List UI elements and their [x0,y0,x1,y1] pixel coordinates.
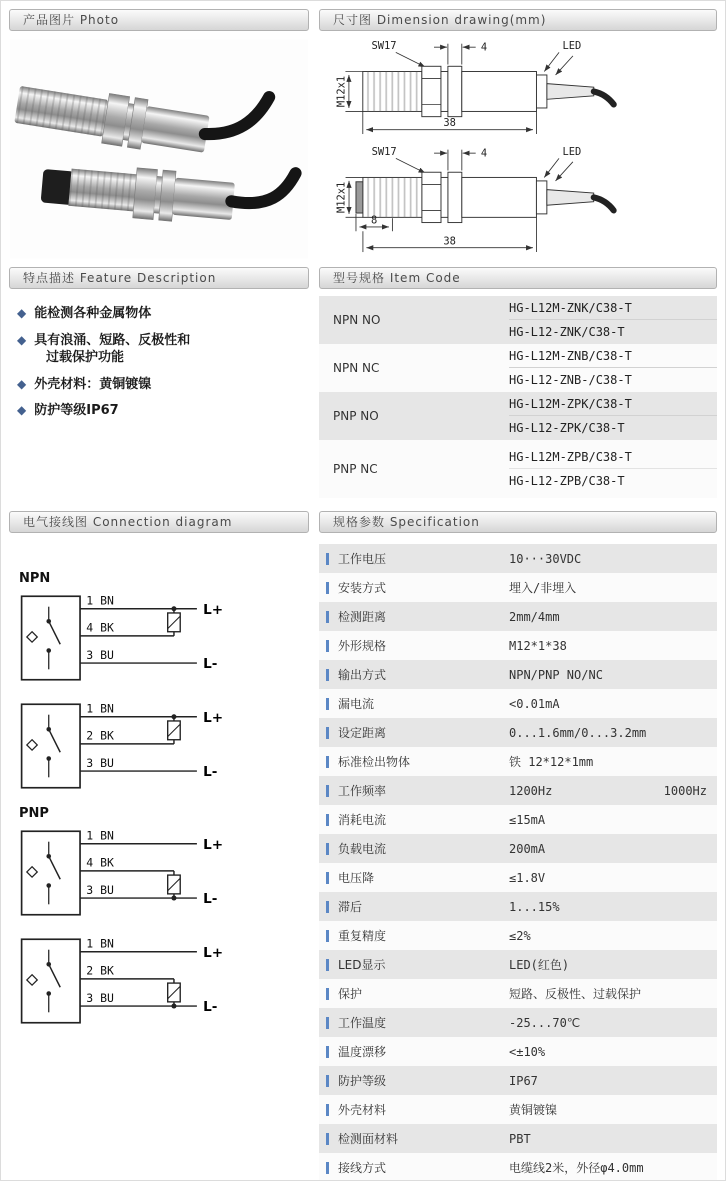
wire-bn-label: 1 BN [86,701,114,716]
label-marker [326,843,329,855]
spec-row [319,1124,717,1153]
wiring-diagram-pnp-no [17,825,237,921]
wiring-diagram-pnp-nc [17,933,237,1029]
spec-label: 负载电流 [338,842,387,856]
wiring-diagram-npn-no [17,590,237,686]
spec-label: LED显示 [338,958,386,972]
label-marker [326,611,329,623]
label-marker [326,1133,329,1145]
terminal-lplus-label: L+ [203,602,224,618]
label-marker [326,1075,329,1087]
spec-label: 标准检出物体 [338,755,411,769]
load-symbol [168,721,181,740]
cable [594,91,614,104]
item-code-section-header [319,267,717,289]
feature-item [17,332,305,367]
item-code-group [319,296,717,344]
dimension-section-header [319,9,717,31]
spec-label: 安装方式 [338,581,387,595]
item-code-section-title: 型号规格 Item Code [333,271,461,285]
spec-label: 滞后 [338,900,363,914]
sw17-label: SW17 [371,39,397,52]
diamond-bullet-icon: ◆ [17,376,27,391]
output-type-label: PNP NC [333,462,378,476]
wire-bk-label: 2 BK [86,963,114,978]
wire-bk-label: 4 BK [86,855,114,870]
spec-label: 防护等级 [338,1074,387,1088]
spec-row [319,747,717,776]
spec-section-header [319,511,717,533]
led-collar [536,181,546,214]
feature-item [17,402,305,420]
product-photo [9,31,309,267]
row-connection-spec [9,511,717,1175]
spec-label: 检测距离 [338,610,387,624]
dimension-section-title: 尺寸图 Dimension drawing(mm) [333,13,547,27]
connection-section [9,511,309,1166]
item-code-table [319,296,717,498]
terminal-lplus-label: L+ [203,837,224,853]
row-features-itemcode [9,267,717,511]
dimension-drawing-flush [335,35,665,141]
spec-value: PBT [509,1131,531,1146]
spec-row [319,921,717,950]
connection-section-header [9,511,309,533]
wire-bk-label: 2 BK [86,728,114,743]
diamond-bullet-icon: ◆ [17,306,27,320]
label-marker [326,1046,329,1058]
label-marker [326,669,329,681]
photo-section [9,9,309,267]
label-marker [326,553,329,565]
connection-section-title: 电气接线图 Connection diagram [23,515,233,529]
spec-label: 漏电流 [338,697,375,711]
spec-row [319,1095,717,1124]
sensor-photo-illustration [10,36,308,262]
spec-value: ≤2% [509,928,531,943]
label-marker [326,785,329,797]
thread-m12x1-label: M12x1 [335,181,348,214]
spec-value: <±10% [509,1044,546,1059]
item-code-group [319,440,717,498]
feature-item [17,305,305,323]
npn-group-label: NPN [19,571,51,586]
terminal-lminus-label: L- [203,656,218,673]
label-marker [326,872,329,884]
photo-background [10,40,308,259]
length-8-label: 8 [371,214,378,227]
label-marker [326,988,329,1000]
spec-value: 埋入/非埋入 [509,581,577,595]
output-type-label: NPN NC [333,361,380,375]
label-marker [326,901,329,913]
wire-bn-label: 1 BN [86,936,114,951]
item-code: HG-L12M-ZPK/C38-T [509,392,717,416]
feature-list [9,289,309,429]
wire-bk-label: 4 BK [86,620,114,635]
spec-label: 外壳材料 [338,1103,387,1117]
spec-row [319,602,717,631]
spec-row [319,1153,717,1181]
spec-label: 温度漂移 [338,1045,387,1059]
led-collar [536,75,546,108]
label-marker [326,727,329,739]
spec-value: LED(红色) [509,958,570,972]
clamp-ring [448,66,462,116]
spec-value: 铁 12*12*1mm [509,755,594,769]
item-code: HG-L12-ZPK/C38-T [509,421,625,435]
spec-row [319,979,717,1008]
wire-bu-label: 3 BU [86,755,114,770]
spec-value: ≤1.8V [509,870,546,885]
sensor-body [462,72,537,112]
spec-row [319,718,717,747]
wire-bn-label: 1 BN [86,593,114,608]
spec-label: 接线方式 [338,1161,387,1175]
item-code: HG-L12-ZNB-/C38-T [509,373,632,387]
label-marker [326,1162,329,1174]
sensor-body [462,177,537,217]
load-symbol [168,613,181,632]
spec-value: <0.01mA [509,696,560,711]
spec-value: 黄铜镀镍 [509,1103,558,1117]
width-4-label: 4 [480,41,488,54]
row-photo-dimension [9,9,717,267]
photo-section-title: 产品图片 Photo [23,13,120,27]
spec-label: 检测面材料 [338,1132,399,1146]
spec-label: 工作频率 [338,784,387,798]
wire-bn-label: 1 BN [86,828,114,843]
led-label: LED [562,145,582,158]
spec-row [319,805,717,834]
features-section [9,267,309,511]
label-marker [326,582,329,594]
spec-value: M12*1*38 [509,638,567,653]
spec-row [319,1066,717,1095]
spec-value: 短路、反极性、过载保护 [509,987,642,1001]
spec-value: NPN/PNP NO/NC [509,667,603,682]
spec-row [319,950,717,979]
spec-row [319,573,717,602]
diamond-bullet-icon: ◆ [17,332,27,347]
protruding-tip [356,182,363,213]
load-symbol [168,875,181,894]
feature-text: 具有浪涌、短路、反极性和 [34,332,191,348]
spec-value: 10···30VDC [509,551,582,566]
spec-row [319,863,717,892]
spec-value: ≤15mA [509,812,546,827]
spec-label: 保护 [338,987,363,1001]
spec-value: 2mm/4mm [509,609,560,624]
output-type-label: PNP NO [333,409,379,423]
sw17-label: SW17 [371,145,397,158]
connection-diagrams [9,533,309,1041]
spec-label: 工作温度 [338,1016,387,1030]
spec-row [319,1037,717,1066]
spec-label: 输出方式 [338,668,387,682]
spec-value: 1...15% [509,899,560,914]
spec-value: -25...70℃ [509,1015,581,1030]
item-code: HG-L12M-ZNK/C38-T [509,296,717,320]
feature-text: 外壳材料：黄铜镀镍 [34,376,152,392]
label-marker [326,930,329,942]
width-4-label: 4 [480,147,488,160]
spec-row [319,660,717,689]
spec-label: 外形规格 [338,639,387,653]
led-label: LED [562,39,582,52]
label-marker [326,640,329,652]
spec-label: 设定距离 [338,726,387,740]
thread-m12x1-label: M12x1 [335,75,348,108]
spec-value: IP67 [509,1073,538,1088]
spec-label: 消耗电流 [338,813,387,827]
item-code-section [319,267,717,511]
spec-value: 0...1.6mm/0...3.2mm [509,725,647,740]
feature-text-continued: 过载保护功能 [46,350,125,366]
label-marker [326,756,329,768]
label-marker [326,959,329,971]
spec-row [319,776,717,805]
label-marker [326,698,329,710]
terminal-lminus-label: L- [203,764,218,781]
cable [594,197,614,210]
spec-value-secondary: 1000Hz [663,783,707,798]
length-38-label: 38 [443,235,456,248]
spec-row [319,689,717,718]
length-38-label: 38 [443,117,456,130]
feature-text: 能检测各种金属物体 [34,306,152,321]
spec-label: 电压降 [338,871,375,885]
item-code-group [319,392,717,440]
spec-value: 电缆线2米，外径φ4.0mm [509,1161,644,1175]
item-code: HG-L12-ZPB/C38-T [509,474,625,488]
wire-bu-label: 3 BU [86,990,114,1005]
feature-item [17,376,305,394]
diamond-bullet-icon: ◆ [17,403,27,418]
load-symbol [168,983,181,1002]
output-type-label: NPN NO [333,313,381,327]
item-code: HG-L12M-ZNB/C38-T [509,344,717,368]
spec-label: 工作电压 [338,552,387,566]
feature-text: 防护等级IP67 [34,403,119,419]
terminal-lminus-label: L- [203,891,218,908]
label-marker [326,1104,329,1116]
terminal-lplus-label: L+ [203,710,224,726]
clamp-ring [448,172,462,222]
spec-table [319,544,717,1181]
dimension-drawing-non-flush [335,141,665,259]
spec-row [319,892,717,921]
spec-section-title: 规格参数 Specification [333,515,480,529]
spec-value: 1200Hz [509,783,553,798]
dimension-section [319,9,717,267]
pnp-group-label: PNP [19,806,49,821]
hex-nut [422,66,441,116]
terminal-lminus-label: L- [203,999,218,1016]
spec-row [319,1008,717,1037]
item-code: HG-L12-ZNK/C38-T [509,325,625,339]
spec-section [319,511,717,1175]
label-marker [326,1017,329,1029]
wire-bu-label: 3 BU [86,882,114,897]
photo-section-header [9,9,309,31]
item-code-group [319,344,717,392]
label-marker [326,814,329,826]
features-section-title: 特点描述 Feature Description [23,271,217,285]
wiring-diagram-npn-nc [17,698,237,794]
hex-nut [422,172,441,222]
spec-row [319,631,717,660]
dimension-drawings [319,31,717,267]
spec-row [319,834,717,863]
spec-label: 重复精度 [338,929,387,943]
spec-value: 200mA [509,841,546,856]
features-section-header [9,267,309,289]
terminal-lplus-label: L+ [203,945,224,961]
wire-bu-label: 3 BU [86,647,114,662]
spec-row [319,544,717,573]
item-code: HG-L12M-ZPB/C38-T [509,445,717,469]
